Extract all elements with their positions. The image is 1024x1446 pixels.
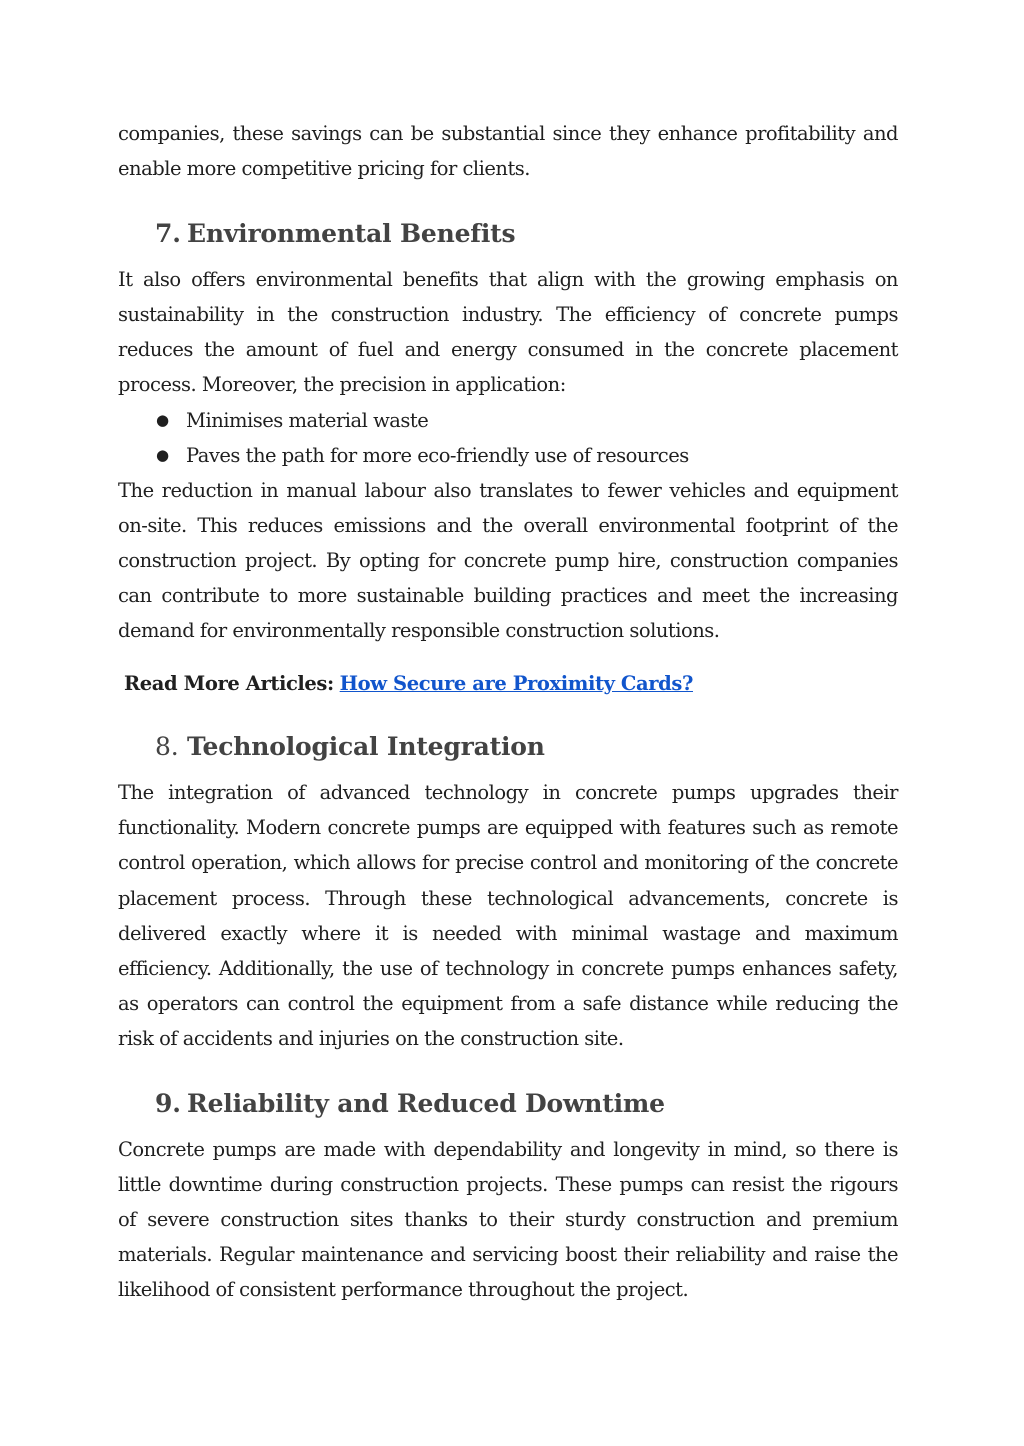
read-more-label: Read More Articles: [124, 672, 334, 696]
environmental-paragraph-2: The reduction in manual labour also translates to fewer vehicles and equipment on-site. This reduces emissions and the overall environmental footprint of the construction project. By opting for concrete pump hire, construction companies can contribute to more sustainable building practices and meet the increasing demand for environmentally responsible construction solutions. [118, 478, 898, 643]
section-heading-reliability [118, 1086, 898, 1122]
bullet-icon: ● [156, 410, 169, 429]
section-number: 7. [155, 219, 181, 249]
list-item [118, 403, 898, 438]
technological-paragraph: The integration of advanced technology in concrete pumps upgrades their functionality. Modern concrete pumps are equipped with features such as remote control operation, which allows for precise control and monitoring of the concrete placement process. Through these technological advancements, concrete is delivered exactly where it is needed with minimal wastage and maximum efficiency. Additionally, the use of technology in concrete pumps enhances safety, as operators can control the equipment from a safe distance while reducing the risk of accidents and injuries on the construction site. [118, 781, 898, 1050]
reliability-paragraph: Concrete pumps are made with dependability and longevity in mind, so there is little downtime during construction projects. These pumps can resist the rigours of severe construction sites thanks to their sturdy construction and premium materials. Regular maintenance and servicing boost their reliability and raise the likelihood of consistent performance throughout the project. [118, 1137, 898, 1302]
section-heading-technological-integration [118, 729, 898, 765]
list-item-text: Paves the path for more eco-friendly use of resources [186, 443, 689, 467]
section-title: Environmental Benefits [187, 219, 516, 249]
section-heading-environmental-benefits [118, 216, 898, 252]
environmental-bullet-list [118, 403, 898, 473]
read-more-line [118, 666, 898, 701]
section-number: 8. [155, 732, 179, 762]
intro-paragraph: companies, these savings can be substantial since they enhance profitability and enable more competitive pricing for clients. [118, 122, 898, 181]
list-item [118, 438, 898, 473]
document-page [118, 116, 898, 1307]
section-title: Reliability and Reduced Downtime [187, 1088, 665, 1118]
section-title: Technological Integration [187, 732, 545, 762]
read-more-link[interactable]: How Secure are Proximity Cards? [339, 672, 693, 696]
section-number: 9. [155, 1088, 181, 1118]
environmental-paragraph-1: It also offers environmental benefits that align with the growing emphasis on sustainability in the construction industry. The efficiency of concrete pumps reduces the amount of fuel and energy consumed in the concrete placement process. Moreover, the precision in application: [118, 268, 898, 397]
list-item-text: Minimises material waste [186, 408, 429, 432]
bullet-icon: ● [156, 445, 169, 464]
